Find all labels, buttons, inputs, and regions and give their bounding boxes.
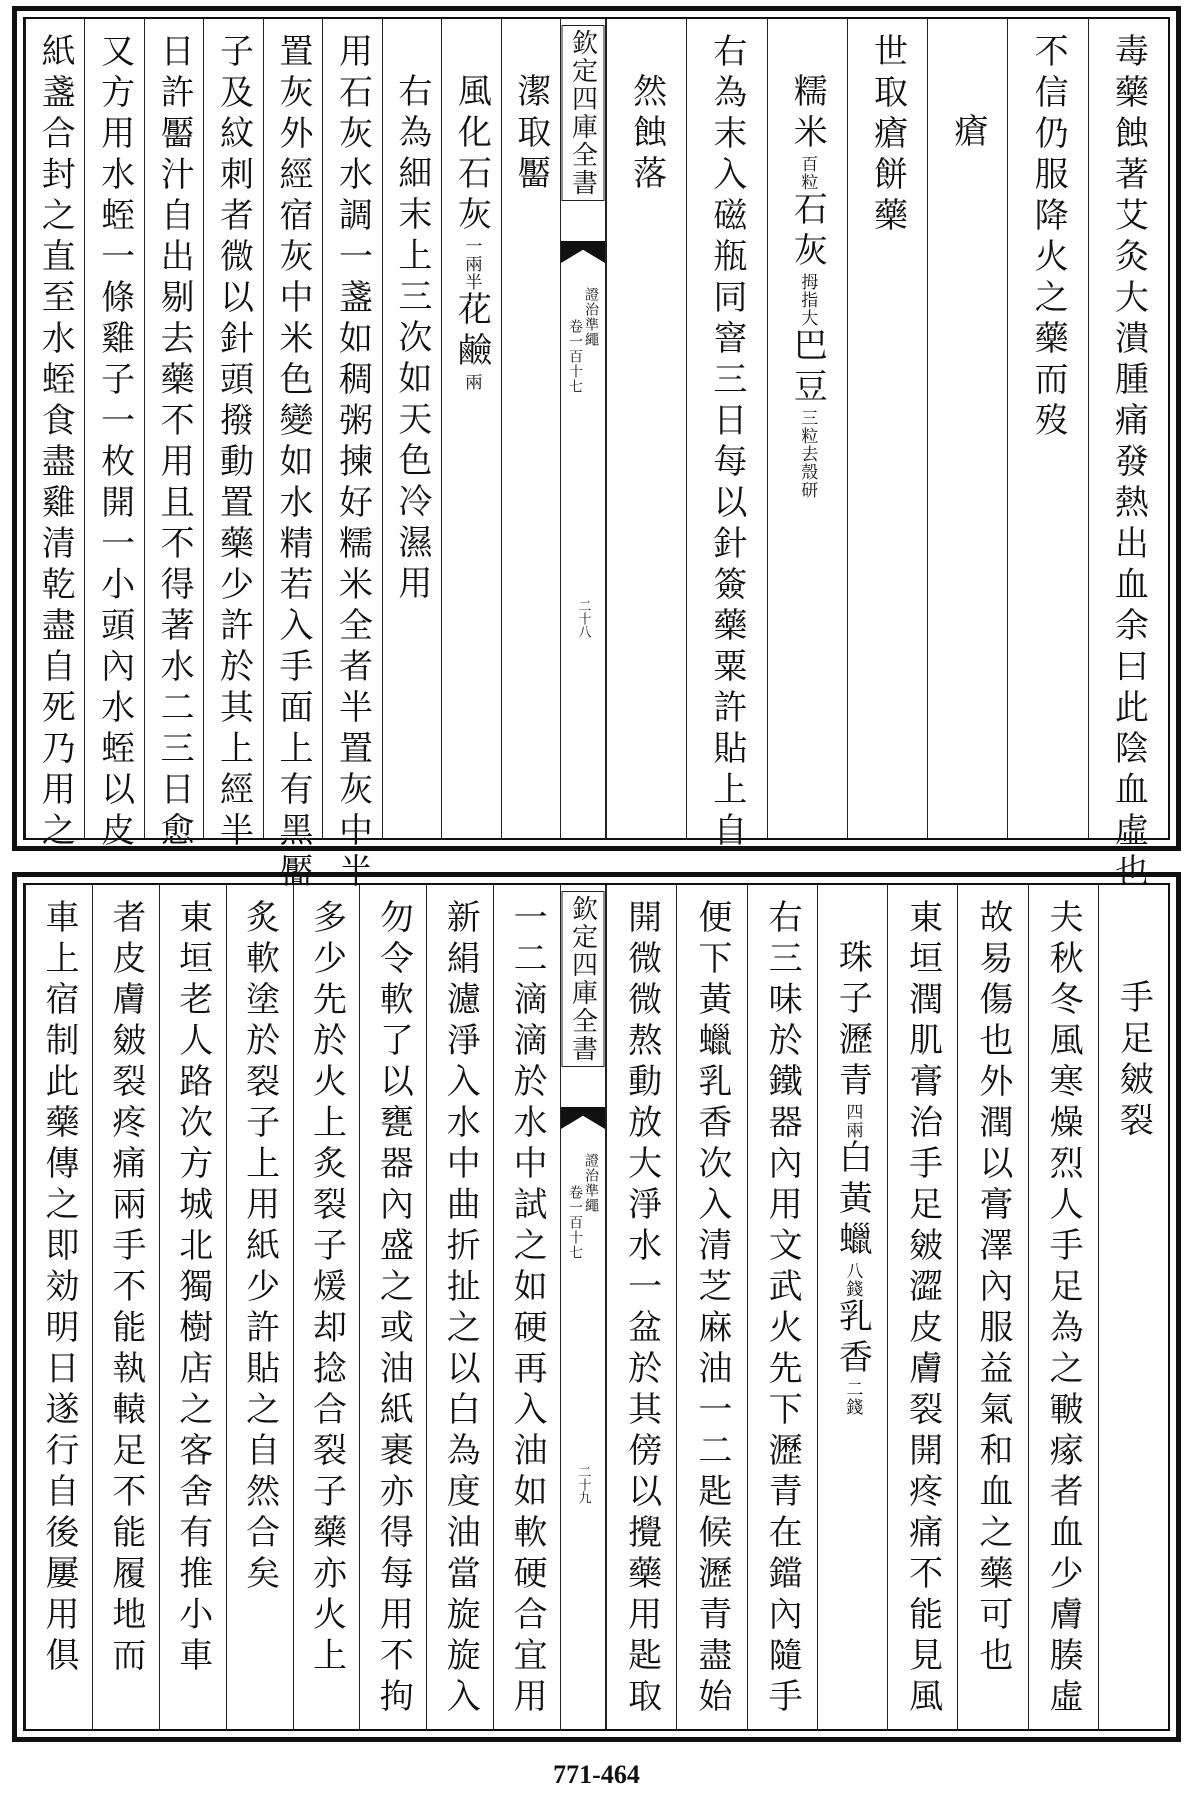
main-text: 用石灰水調一盞如稠粥揀好糯米全者半置灰中半 — [332, 33, 373, 894]
main-text: 置灰外經宿灰中米色變如水精若入手面上有黑靨 — [272, 33, 313, 894]
center-page-number: 二十九 — [575, 1465, 591, 1504]
main-text: 者皮膚皴裂疼痛兩手不能執轅足不能履地而 — [105, 899, 146, 1678]
center-book-title: 證治準繩 — [583, 287, 599, 347]
column-text — [38, 899, 79, 1678]
column-text — [507, 899, 548, 1719]
text-column — [293, 885, 360, 1729]
text-column — [887, 885, 957, 1729]
main-text: 子及紋刺者微以針頭撥動置藥少許於其上經半 — [213, 33, 254, 853]
text-column — [426, 885, 493, 1729]
text-column — [159, 885, 226, 1729]
main-text: 夫秋冬風寒燥烈人手足為之皸瘃者血少膚腠虛 — [1043, 899, 1084, 1719]
main-text: 日許靨汁自出剔去藥不用且不得著水二三日愈 — [154, 33, 195, 853]
main-text: 巴豆 — [787, 327, 828, 409]
bottom-page-frame — [12, 872, 1181, 1742]
text-column — [1028, 885, 1098, 1729]
main-text: 右為細末上三次如天色冷濕用 — [391, 73, 432, 606]
main-text: 炙軟塗於裂子上用紙少許貼之自然合矣 — [239, 899, 280, 1596]
center-margin-column — [560, 885, 606, 1729]
center-title: 欽定四庫全書 — [562, 891, 605, 1067]
annotation-note: 四兩 — [842, 1103, 863, 1139]
column-text — [373, 899, 414, 1719]
text-column — [92, 885, 159, 1729]
text-column — [226, 885, 293, 1729]
text-column — [957, 885, 1027, 1729]
column-text — [902, 899, 943, 1719]
center-page-number: 二十八 — [575, 599, 591, 638]
main-text: 毒藥蝕著艾灸大潰腫痛發熱出血余曰此陰血虛也 — [1108, 33, 1149, 894]
page-footer-number: 771-464 — [553, 1760, 640, 1789]
main-text: 右三味於鐵器內用文武火先下瀝青在鐺內隨手 — [762, 899, 803, 1719]
main-text: 右為末入磁瓶同窨三日每以針簽藥粟許貼上自 — [706, 33, 747, 853]
text-column — [493, 885, 560, 1729]
main-text: 開微微熬動放大淨水一盆於其傍以攪藥用匙取 — [621, 899, 662, 1719]
main-text: 多少先於火上炙裂子煖却捻合裂子藥亦火上 — [306, 899, 347, 1678]
annotation-note: 八錢 — [842, 1262, 863, 1298]
center-book-title: 證治準繩 — [583, 1153, 599, 1213]
text-column — [1098, 885, 1168, 1729]
annotation-note: 二錢 — [842, 1380, 863, 1416]
main-text: 東垣老人路次方城北獨樹店之客舍有推小車 — [172, 899, 213, 1678]
annotation-note: 一兩半 — [461, 237, 482, 291]
main-text: 一二滴滴於水中試之如硬再入油如軟硬合宜用 — [507, 899, 548, 1719]
main-text: 手足皴裂 — [1113, 979, 1154, 1143]
main-text: 紙盞合封之直至水蛭食盡雞清乾盡自死乃用之 — [35, 33, 76, 853]
main-text: 故易傷也外潤以膏澤內服益氣和血之藥可也 — [972, 899, 1013, 1678]
column-text — [972, 899, 1013, 1678]
main-text: 又方用水蛭一條雞子一枚開一小頭內水蛭以皮 — [94, 33, 135, 853]
text-column — [817, 885, 887, 1729]
main-text: 勿令軟了以甕器內盛之或油紙裹亦得每用不拘 — [373, 899, 414, 1719]
column-text — [1113, 979, 1154, 1143]
center-title: 欽定四庫全書 — [562, 25, 605, 201]
center-volume: 卷一百十七 — [567, 319, 583, 394]
main-text: 瘡 — [947, 113, 988, 154]
column-text — [239, 899, 280, 1596]
text-column — [25, 885, 92, 1729]
main-text: 花鹼 — [451, 291, 492, 373]
main-text: 車上宿制此藥傳之即効明日遂行自後屢用俱 — [38, 899, 79, 1678]
main-text: 東垣潤肌膏治手足皴澀皮膚裂開疼痛不能見風 — [902, 899, 943, 1719]
text-column — [676, 885, 746, 1729]
column-text — [306, 899, 347, 1678]
main-text: 珠子瀝青 — [832, 939, 873, 1103]
main-text: 乳香 — [832, 1298, 873, 1380]
column-text — [832, 939, 873, 1416]
annotation-note: 拇指大 — [797, 273, 818, 327]
center-volume: 卷一百十七 — [567, 1185, 583, 1260]
column-text — [621, 899, 662, 1719]
annotation-note: 兩 — [461, 373, 482, 391]
annotation-note: 百粒 — [797, 155, 818, 191]
main-text: 石灰 — [787, 191, 828, 273]
main-text: 糯米 — [787, 73, 828, 155]
main-text: 然蝕落 — [626, 73, 667, 196]
column-text — [105, 899, 146, 1678]
text-column — [359, 885, 426, 1729]
annotation-note: 三粒去殼研 — [797, 409, 818, 499]
main-text: 白黃蠟 — [832, 1139, 873, 1262]
main-text: 便下黃蠟乳香次入清芝麻油一二匙候瀝青盡始 — [691, 899, 732, 1719]
column-text — [691, 899, 732, 1719]
fishtail-mark-icon — [561, 1107, 605, 1129]
text-column — [606, 885, 676, 1729]
main-text: 潔取靨 — [510, 73, 551, 196]
column-text — [1043, 899, 1084, 1719]
column-text — [440, 899, 481, 1719]
main-text: 風化石灰 — [451, 73, 492, 237]
main-text: 不信仍服降火之藥而歿 — [1028, 33, 1069, 443]
bottom-page-inner-frame — [23, 883, 1170, 1731]
main-text: 世取瘡餅藥 — [867, 33, 908, 238]
column-text — [172, 899, 213, 1678]
main-text: 新絹濾淨入水中曲折扯之以白為度油當旋旋入 — [440, 899, 481, 1719]
text-column — [747, 885, 817, 1729]
column-text — [762, 899, 803, 1719]
